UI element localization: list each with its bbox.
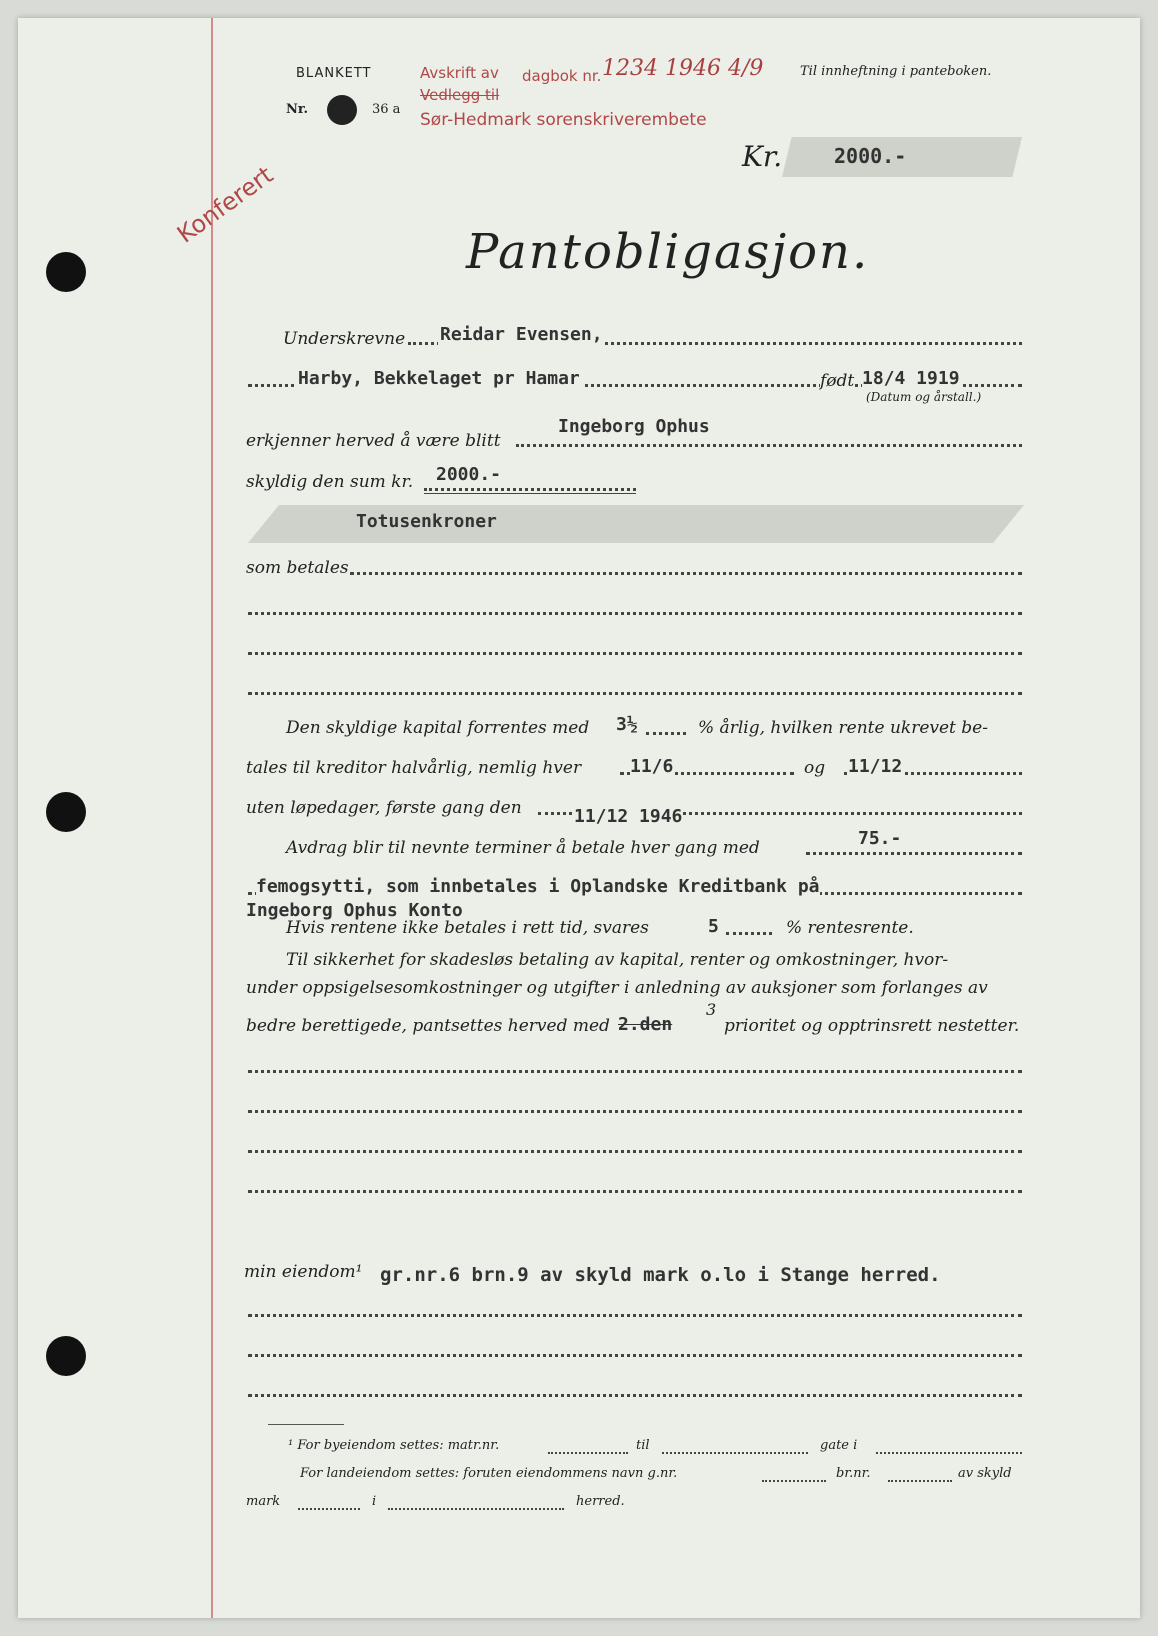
footnote-line2-c: av skyld <box>958 1466 1012 1481</box>
avdrag-words-1: femogsytti, som innbetales i Oplandske Kreditbank på <box>256 876 820 897</box>
sikkerhet-2: under oppsigelsesomkostninger og utgifter i anledning av auksjoner som forlanges av <box>246 978 988 998</box>
avdrag-value: 75.- <box>858 828 902 849</box>
rente-pre: Den skyldige kapital forrentes med <box>286 718 590 738</box>
sum-words: Totusenkroner <box>356 511 497 532</box>
dagbok-entry: 1234 1946 4/9 <box>602 56 764 81</box>
kr-label: Kr. <box>742 140 783 173</box>
footnote-rule <box>268 1424 344 1425</box>
erkjenner-label: erkjenner herved å være blitt <box>246 431 501 451</box>
underskrevne-label: Underskrevne <box>283 329 406 349</box>
hvis-post: % rentesrente. <box>786 918 914 938</box>
sikkerhet-3-post: prioritet og opptrinsrett nestetter. <box>724 1016 1020 1036</box>
creditor-value: Ingeborg Ophus <box>558 416 710 437</box>
punch-hole <box>46 1336 86 1376</box>
tales-pre: tales til kreditor halvårlig, nemlig hver <box>246 758 582 778</box>
footnote-line3-c: herred. <box>576 1494 625 1509</box>
avdrag-pre: Avdrag blir til nevnte terminer å betale hver gang med <box>286 838 760 858</box>
dagbok-label: dagbok nr. <box>522 67 602 85</box>
first-date: 11/12 1946 <box>574 806 683 827</box>
betales-label: som betales <box>246 558 349 578</box>
date2: 11/12 <box>848 756 903 777</box>
konferert-stamp: Konferert <box>172 160 279 249</box>
date1: 11/6 <box>630 756 674 777</box>
og-label: og <box>804 758 826 778</box>
sikkerhet-3-pre: bedre berettigede, pantsettes herved med <box>246 1016 610 1036</box>
blankett-label: BLANKETT <box>296 66 372 81</box>
stamp-office: Sør-Hedmark sorenskriverembete <box>420 110 707 130</box>
underskrevne-value: Reidar Evensen, <box>440 324 603 345</box>
datum-note: (Datum og årstall.) <box>866 390 982 404</box>
footnote-line2-a: For landeiendom settes: foruten eiendommens navn g.nr. <box>300 1466 678 1481</box>
page-title: Pantobligasjon. <box>466 224 870 280</box>
rente-post: % årlig, hvilken rente ukrevet be- <box>698 718 988 738</box>
hvis-pre: Hvis rentene ikke betales i rett tid, svares <box>286 918 649 938</box>
punch-hole <box>46 792 86 832</box>
footnote-line3-b: i <box>372 1494 377 1509</box>
fodt-label: født <box>820 371 855 391</box>
footnote-line1-a: ¹ For byeiendom settes: matr.nr. <box>288 1438 500 1453</box>
kr-amount: 2000.- <box>834 144 907 168</box>
sum-value: 2000.- <box>436 464 502 485</box>
footnote-line2-b: br.nr. <box>836 1466 871 1481</box>
property-value: gr.nr.6 brn.9 av skyld mark o.lo i Stange herred. <box>380 1264 941 1286</box>
seal-icon <box>327 95 357 125</box>
margin-rule <box>211 18 213 1618</box>
rente-value: 3½ <box>616 714 638 735</box>
fodt-value: 18/4 1919 <box>862 368 960 389</box>
property-label: min eiendom¹ <box>244 1262 363 1282</box>
punch-hole <box>46 252 86 292</box>
sikkerhet-1: Til sikkerhet for skadesløs betaling av kapital, renter og omkostninger, hvor- <box>286 950 949 970</box>
footnote-line3-a: mark <box>246 1494 281 1509</box>
prioritet-struck: 2.den <box>618 1014 673 1035</box>
prioritet-value: 3 <box>706 1000 717 1019</box>
nr-label: Nr. <box>286 102 309 117</box>
address-value: Harby, Bekkelaget pr Hamar <box>298 368 580 389</box>
form-number: 36 a <box>372 102 401 117</box>
stamp-vedlegg: Vedlegg til <box>420 86 500 104</box>
avdrag-words-2: Ingeborg Ophus Konto <box>246 900 463 921</box>
hvis-value: 5 <box>708 916 719 937</box>
footnote-line1-c: gate i <box>820 1438 858 1453</box>
skyldig-label: skyldig den sum kr. <box>246 472 414 492</box>
uten-pre: uten løpedager, første gang den <box>246 798 522 818</box>
footnote-line1-b: til <box>636 1438 650 1453</box>
right-note: Til innheftning i panteboken. <box>800 64 992 79</box>
stamp-avskrift: Avskrift av <box>420 64 499 82</box>
